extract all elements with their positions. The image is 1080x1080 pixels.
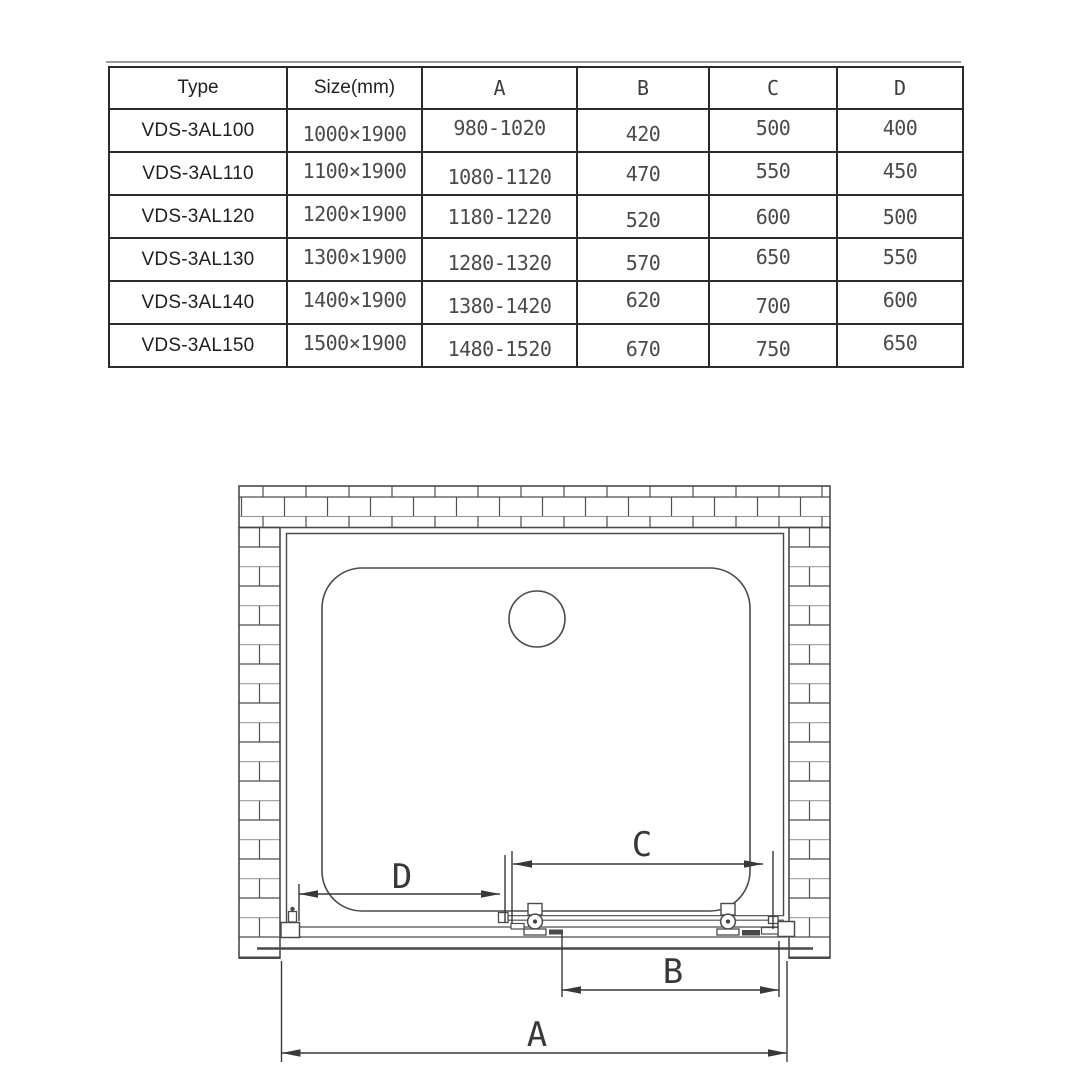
table-cell: 1200×1900 bbox=[287, 192, 422, 235]
table-cell: 500 bbox=[709, 106, 837, 149]
table-cell: 1000×1900 bbox=[287, 112, 422, 155]
roller-left bbox=[511, 904, 563, 936]
table-cell: 550 bbox=[837, 235, 963, 278]
dimension-label-c: C bbox=[631, 825, 653, 865]
table-cell: 620 bbox=[577, 278, 709, 321]
wall-bracket-left bbox=[281, 907, 300, 938]
table-cell: 1080-1120 bbox=[422, 155, 577, 198]
col-header-c: C bbox=[709, 67, 837, 109]
brick-wall-left bbox=[239, 528, 280, 959]
table-cell: 670 bbox=[577, 327, 709, 370]
arrow-left-icon bbox=[299, 890, 318, 898]
col-header-type: Type bbox=[109, 67, 287, 109]
table-cell: 500 bbox=[837, 195, 963, 238]
dimension-a bbox=[282, 961, 788, 1062]
table-cell: 700 bbox=[709, 284, 837, 327]
table-cell: 450 bbox=[837, 149, 963, 192]
table-cell: 650 bbox=[837, 321, 963, 364]
col-header-size: Size(mm) bbox=[287, 67, 422, 109]
arrow-left-icon bbox=[282, 1049, 301, 1057]
table-cell: 550 bbox=[709, 149, 837, 192]
roller-right bbox=[717, 904, 760, 936]
table-cell: 980-1020 bbox=[422, 106, 577, 149]
table-cell: 1380-1420 bbox=[422, 284, 577, 327]
table-cell: VDS-3AL130 bbox=[109, 238, 287, 281]
table-cell: 570 bbox=[577, 241, 709, 284]
table-cell: 1300×1900 bbox=[287, 235, 422, 278]
table-cell: 1500×1900 bbox=[287, 321, 422, 364]
table-cell: 1280-1320 bbox=[422, 241, 577, 284]
arrow-right-icon bbox=[481, 890, 500, 898]
arrow-right-icon bbox=[744, 860, 763, 868]
table-cell: VDS-3AL110 bbox=[109, 152, 287, 195]
col-header-a: A bbox=[422, 67, 577, 109]
dimension-b bbox=[562, 934, 779, 997]
table-cell: VDS-3AL150 bbox=[109, 324, 287, 367]
dimension-d bbox=[299, 855, 505, 923]
table-cell: 1100×1900 bbox=[287, 149, 422, 192]
brick-wall bbox=[239, 486, 830, 958]
dimension-label-a: A bbox=[526, 1015, 548, 1055]
arrow-right-icon bbox=[768, 1049, 787, 1057]
drain-circle bbox=[509, 591, 565, 647]
table-cell: 600 bbox=[709, 195, 837, 238]
col-header-d: D bbox=[837, 67, 963, 109]
table-cell: 600 bbox=[837, 278, 963, 321]
table-cell: 650 bbox=[709, 235, 837, 278]
shower-tray bbox=[322, 568, 750, 911]
table-cell: 400 bbox=[837, 106, 963, 149]
brick-wall-top bbox=[239, 486, 830, 528]
table-cell: VDS-3AL120 bbox=[109, 195, 287, 238]
table-cell: 1180-1220 bbox=[422, 195, 577, 238]
table-cell: 520 bbox=[577, 198, 709, 241]
col-header-b: B bbox=[577, 67, 709, 109]
table-cell: 1480-1520 bbox=[422, 327, 577, 370]
table-cell: 1400×1900 bbox=[287, 278, 422, 321]
table-cell: 750 bbox=[709, 327, 837, 370]
table-cell: VDS-3AL140 bbox=[109, 281, 287, 324]
table-cell: 420 bbox=[577, 112, 709, 155]
panel-end-cap bbox=[499, 913, 509, 923]
dimension-label-d: D bbox=[391, 857, 413, 897]
brick-wall-right bbox=[789, 528, 830, 959]
dimension-label-b: B bbox=[662, 952, 684, 992]
arrow-left-icon bbox=[513, 860, 532, 868]
table-cell: VDS-3AL100 bbox=[109, 109, 287, 152]
arrow-left-icon bbox=[562, 986, 581, 994]
table-cell: 470 bbox=[577, 152, 709, 195]
arrow-right-icon bbox=[760, 986, 779, 994]
